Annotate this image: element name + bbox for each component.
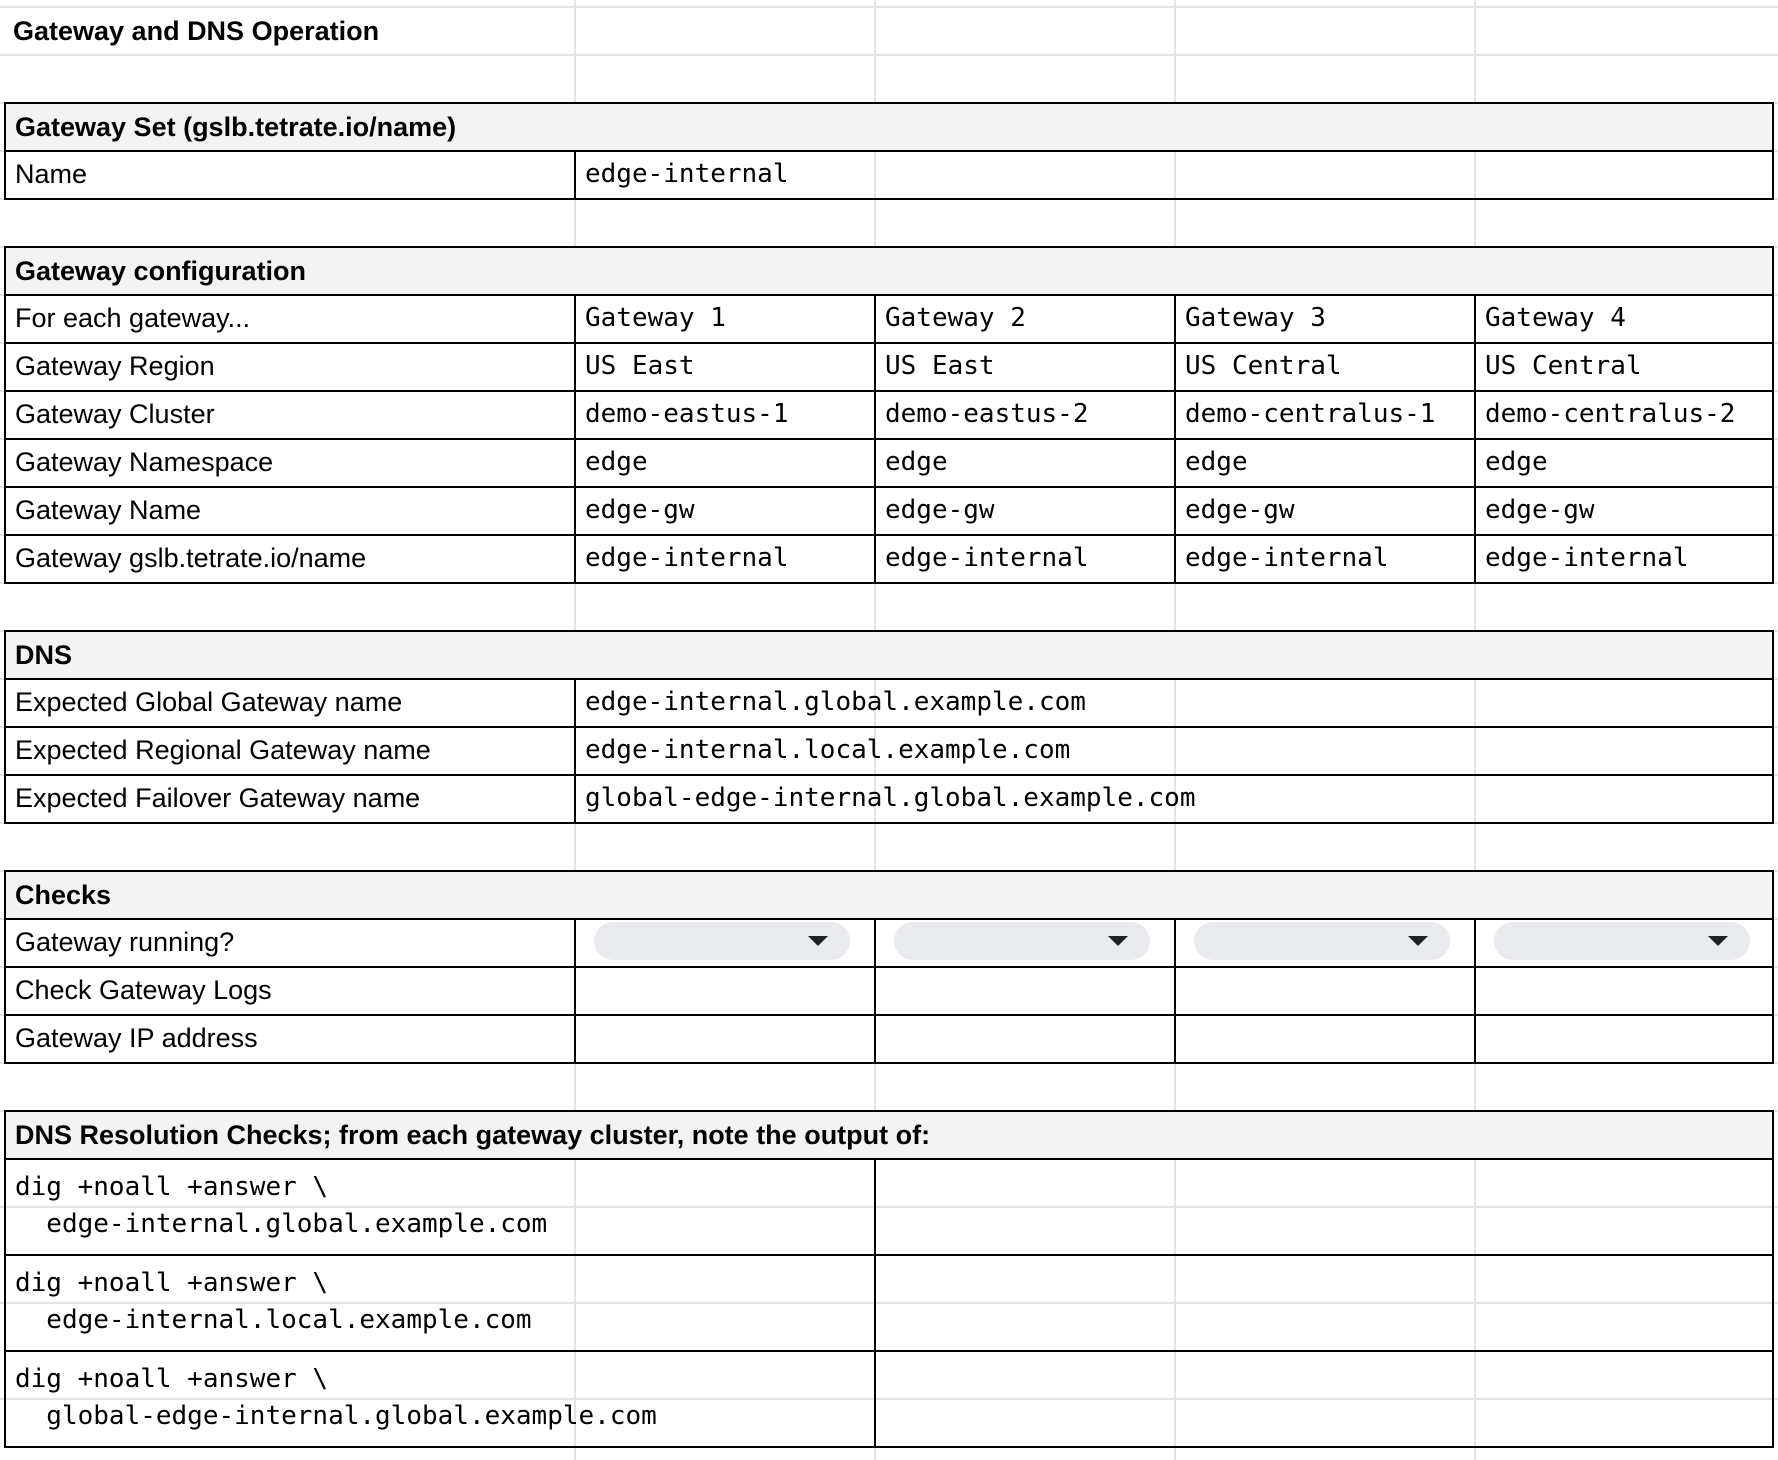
dns-row xyxy=(0,726,1778,774)
config-row-label[interactable]: For each gateway... xyxy=(4,294,576,344)
dig-command-cell[interactable]: dig +noall +answer \ edge-internal.local.example.com xyxy=(4,1254,876,1352)
dns-row-label[interactable]: Expected Regional Gateway name xyxy=(4,726,576,776)
config-row-label[interactable]: Gateway Namespace xyxy=(4,438,576,488)
gateway-ip-cell[interactable] xyxy=(576,1014,876,1064)
dns-resolution-row xyxy=(0,1158,1778,1254)
config-cell[interactable]: edge-internal xyxy=(576,534,876,584)
check-logs-cell[interactable] xyxy=(876,966,1176,1016)
config-cell[interactable]: US East xyxy=(576,342,876,392)
dig-output-cell[interactable] xyxy=(876,1158,1774,1256)
config-cell[interactable]: demo-eastus-1 xyxy=(576,390,876,440)
config-cell[interactable]: edge xyxy=(1176,438,1476,488)
config-cell[interactable]: Gateway 3 xyxy=(1176,294,1476,344)
gateway-config-row xyxy=(0,342,1778,390)
config-cell[interactable]: edge-internal xyxy=(1476,534,1774,584)
checks-ip-row xyxy=(0,1014,1778,1062)
gateway-running-dropdown[interactable] xyxy=(594,922,850,960)
check-logs-cell[interactable] xyxy=(1476,966,1774,1016)
gateway-config-row xyxy=(0,534,1778,582)
config-cell[interactable]: edge-gw xyxy=(1176,486,1476,536)
gateway-set-header[interactable]: Gateway Set (gslb.tetrate.io/name) xyxy=(4,102,1774,152)
config-cell[interactable]: demo-centralus-2 xyxy=(1476,390,1774,440)
gateway-config-header-row xyxy=(0,246,1778,294)
config-cell[interactable]: edge-gw xyxy=(576,486,876,536)
title-row xyxy=(0,8,1778,54)
gateway-ip-cell[interactable] xyxy=(876,1014,1176,1064)
config-cell[interactable]: edge-internal xyxy=(876,534,1176,584)
config-cell[interactable]: edge-gw xyxy=(1476,486,1774,536)
gateway-set-name-row xyxy=(0,150,1778,198)
config-cell[interactable]: edge-gw xyxy=(876,486,1176,536)
gateway-running-cell[interactable] xyxy=(1476,918,1774,968)
config-cell[interactable]: US East xyxy=(876,342,1176,392)
config-cell[interactable]: Gateway 2 xyxy=(876,294,1176,344)
check-logs-cell[interactable] xyxy=(576,966,876,1016)
check-logs-cell[interactable] xyxy=(1176,966,1476,1016)
config-cell[interactable]: edge xyxy=(576,438,876,488)
config-cell[interactable]: edge xyxy=(1476,438,1774,488)
gateway-running-dropdown[interactable] xyxy=(894,922,1150,960)
gateway-config-row xyxy=(0,438,1778,486)
chevron-down-icon[interactable] xyxy=(1708,936,1728,946)
config-cell[interactable]: edge xyxy=(876,438,1176,488)
dns-resolution-header[interactable]: DNS Resolution Checks; from each gateway cluster, note the output of: xyxy=(4,1110,1774,1160)
dns-header[interactable]: DNS xyxy=(4,630,1774,680)
dns-resolution-row xyxy=(0,1254,1778,1350)
gateway-running-cell[interactable] xyxy=(576,918,876,968)
config-cell[interactable]: demo-centralus-1 xyxy=(1176,390,1476,440)
dns-header-row xyxy=(0,630,1778,678)
chevron-down-icon[interactable] xyxy=(1108,936,1128,946)
gateway-config-header[interactable]: Gateway configuration xyxy=(4,246,1774,296)
gateway-set-name-label[interactable]: Name xyxy=(4,150,576,200)
gateway-running-dropdown[interactable] xyxy=(1494,922,1750,960)
dns-row-label[interactable]: Expected Global Gateway name xyxy=(4,678,576,728)
check-logs-label[interactable]: Check Gateway Logs xyxy=(4,966,576,1016)
dns-row-value[interactable]: global-edge-internal.global.example.com xyxy=(576,774,1774,824)
gateway-running-cell[interactable] xyxy=(1176,918,1476,968)
checks-running-row xyxy=(0,918,1778,966)
sheet-title[interactable]: Gateway and DNS Operation xyxy=(13,15,380,46)
config-cell[interactable]: Gateway 1 xyxy=(576,294,876,344)
gateway-running-label[interactable]: Gateway running? xyxy=(4,918,576,968)
gateway-config-row xyxy=(0,390,1778,438)
config-row-label[interactable]: Gateway gslb.tetrate.io/name xyxy=(4,534,576,584)
dns-row xyxy=(0,774,1778,822)
gateway-ip-cell[interactable] xyxy=(1176,1014,1476,1064)
checks-header-row xyxy=(0,870,1778,918)
dig-command-cell[interactable]: dig +noall +answer \ global-edge-internal.global.example.com xyxy=(4,1350,876,1448)
dig-command-cell[interactable]: dig +noall +answer \ edge-internal.global.example.com xyxy=(4,1158,876,1256)
chevron-down-icon[interactable] xyxy=(808,936,828,946)
dns-resolution-header-row xyxy=(0,1110,1778,1158)
dig-output-cell[interactable] xyxy=(876,1350,1774,1448)
gateway-running-dropdown[interactable] xyxy=(1194,922,1450,960)
dig-output-cell[interactable] xyxy=(876,1254,1774,1352)
dns-row-value[interactable]: edge-internal.global.example.com xyxy=(576,678,1774,728)
config-cell[interactable]: edge-internal xyxy=(1176,534,1476,584)
config-cell[interactable]: US Central xyxy=(1176,342,1476,392)
config-cell[interactable]: demo-eastus-2 xyxy=(876,390,1176,440)
config-row-label[interactable]: Gateway Name xyxy=(4,486,576,536)
config-cell[interactable]: Gateway 4 xyxy=(1476,294,1774,344)
gateway-config-row xyxy=(0,294,1778,342)
checks-header[interactable]: Checks xyxy=(4,870,1774,920)
gateway-set-name-value[interactable]: edge-internal xyxy=(576,150,1774,200)
dns-row-label[interactable]: Expected Failover Gateway name xyxy=(4,774,576,824)
gateway-running-cell[interactable] xyxy=(876,918,1176,968)
dns-row xyxy=(0,678,1778,726)
gateway-ip-cell[interactable] xyxy=(1476,1014,1774,1064)
config-row-label[interactable]: Gateway Region xyxy=(4,342,576,392)
dns-row-value[interactable]: edge-internal.local.example.com xyxy=(576,726,1774,776)
config-cell[interactable]: US Central xyxy=(1476,342,1774,392)
gateway-config-row xyxy=(0,486,1778,534)
dns-resolution-row xyxy=(0,1350,1778,1446)
checks-logs-row xyxy=(0,966,1778,1014)
chevron-down-icon[interactable] xyxy=(1408,936,1428,946)
gateway-set-header-row xyxy=(0,102,1778,150)
config-row-label[interactable]: Gateway Cluster xyxy=(4,390,576,440)
gateway-ip-label[interactable]: Gateway IP address xyxy=(4,1014,576,1064)
